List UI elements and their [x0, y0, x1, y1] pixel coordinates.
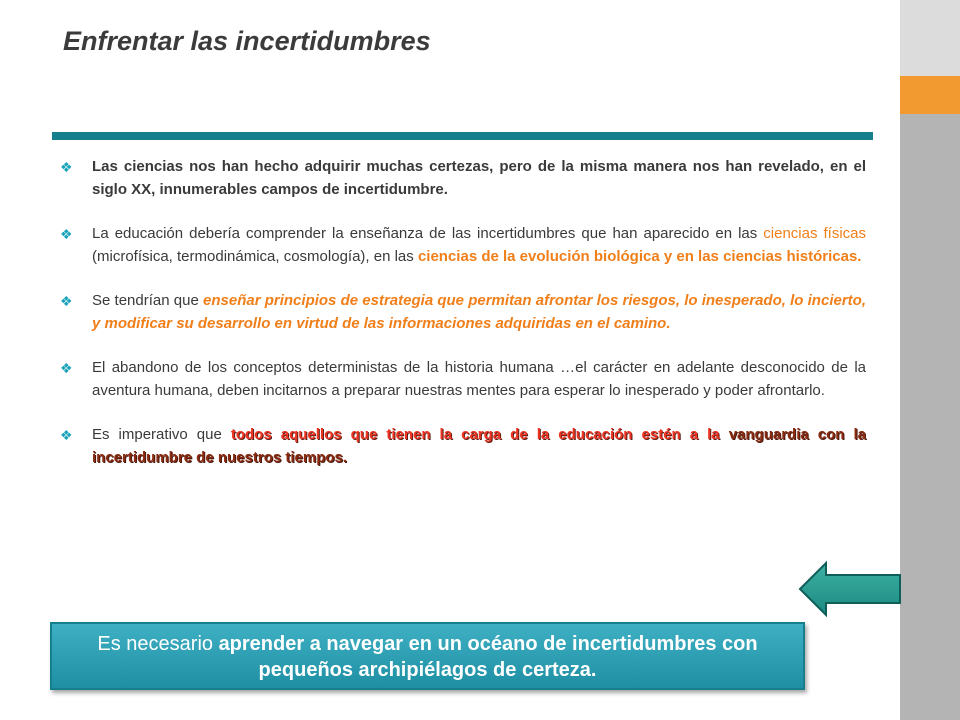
banner-text: Es necesario	[97, 633, 219, 655]
bullet-item-4	[60, 357, 866, 402]
bullet-item-5	[60, 424, 866, 469]
banner-highlight-text: aprender a navegar en un océano de incertidumbres con pequeños archipiélagos de certeza.	[218, 633, 758, 681]
diamond-bullet-icon: ❖	[60, 360, 73, 376]
diamond-bullet-icon: ❖	[60, 159, 73, 175]
sidebar-top-block	[900, 0, 960, 76]
bullet-text-segment: Se tendrían que	[92, 292, 203, 309]
sidebar-accent-block	[900, 76, 960, 114]
bullet-list	[60, 156, 866, 469]
bullet-item-3	[60, 290, 866, 335]
bullet-text	[92, 223, 866, 268]
slide-title: Enfrentar las incertidumbres	[63, 26, 431, 56]
bullet-text-segment: (microfísica, termodinámica, cosmología), en las	[92, 247, 418, 265]
diamond-bullet-icon: ❖	[60, 226, 73, 242]
bullet-text	[92, 424, 866, 469]
bullet-item-2	[60, 223, 866, 268]
title-divider	[52, 132, 873, 140]
diamond-bullet-icon: ❖	[60, 427, 73, 443]
diamond-bullet-icon: ❖	[60, 293, 73, 309]
bullet-item-1	[60, 156, 866, 201]
bullet-text-segment: Es imperativo que	[92, 426, 231, 443]
bullet-text: Las ciencias nos han hecho adquirir muchas certezas, pero de la misma manera nos han revelado, en el siglo XX, innumerables campos de incertidumbre.	[92, 158, 866, 198]
conclusion-banner	[50, 622, 805, 690]
highlight-text: vanguardia con la incertidumbre de nuestros tiempos.	[92, 426, 866, 466]
bullet-text: El abandono de los conceptos deterministas de la historia humana …el carácter en adelante desconocido de la aventura humana, deben incitarnos a preparar nuestras mentes para esperar lo inesperado y poder afrontarlo.	[92, 359, 866, 399]
highlight-text: enseñar principios de estrategia que permitan afrontar los riesgos, lo inesperado, lo incierto, y modificar su desarrollo en virtud de las informaciones adquiridas en el camino.	[92, 292, 866, 332]
highlight-text: ciencias de la evolución biológica y en las ciencias históricas.	[417, 247, 862, 265]
highlight-text: ciencias físicas	[763, 225, 866, 242]
back-arrow-button[interactable]	[796, 560, 904, 618]
bullet-text-segment: La educación debería comprender la enseñanza de las incertidumbres que han aparecido en las	[92, 225, 764, 242]
left-arrow-icon	[796, 560, 904, 618]
sidebar-bottom-block	[900, 114, 960, 720]
bullet-text	[92, 290, 866, 335]
highlight-text: todos aquellos que tienen la carga de la educación estén a la	[230, 426, 729, 443]
